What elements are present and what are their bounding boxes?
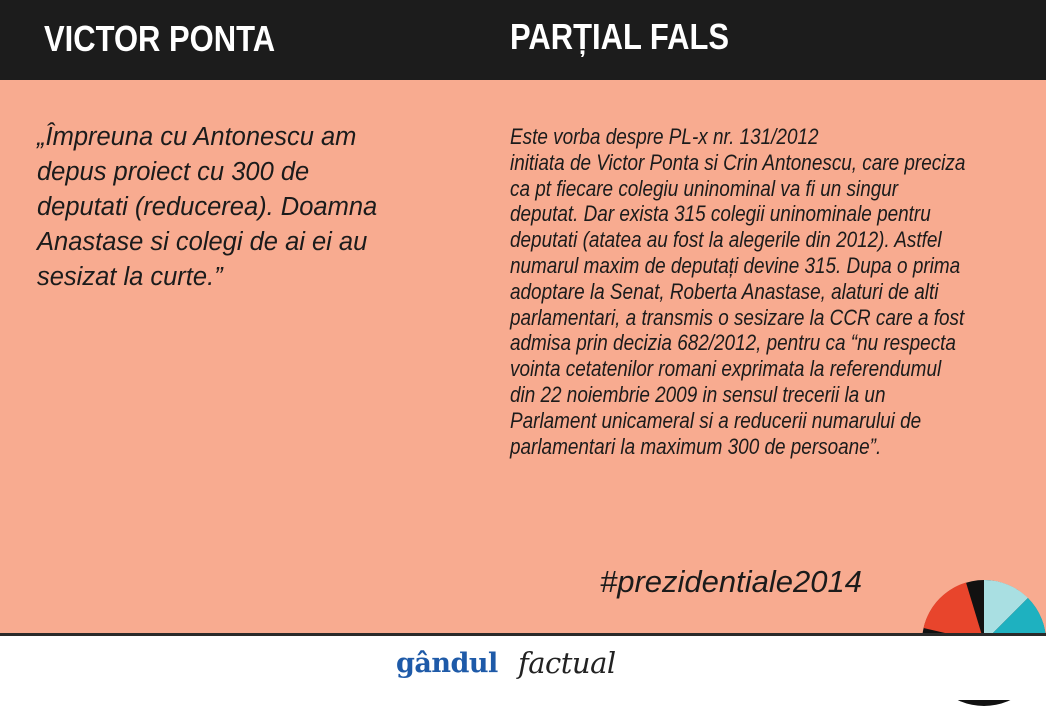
explanation-line: adoptare la Senat, Roberta Anastase, alaturi de alti bbox=[510, 278, 939, 304]
header-bar bbox=[0, 0, 1046, 80]
statement-quote bbox=[37, 120, 427, 295]
explanation-line: numarul maxim de deputați devine 315. Dupa o prima bbox=[510, 252, 961, 278]
quote-line: deputati (reducerea). Doamna bbox=[37, 193, 378, 221]
quote-line: sesizat la curte.” bbox=[37, 263, 223, 291]
explanation-line: deputat. Dar exista 315 colegii uninominale pentru bbox=[510, 201, 931, 227]
explanation-line: Parlament unicameral si a reducerii numarului de bbox=[510, 407, 922, 433]
explanation-line: initiata de Victor Ponta si Crin Antonescu, care preciza bbox=[510, 149, 966, 175]
explanation-line: vointa cetatenilor romani exprimata la referendumul bbox=[510, 356, 942, 382]
verdict-label: PARȚIAL FALS bbox=[510, 16, 730, 57]
quote-line: Anastase si colegi de ai ei au bbox=[37, 228, 368, 256]
quote-line: „Împreuna cu Antonescu am bbox=[37, 123, 357, 151]
explanation-line: ca pt fiecare colegiu uninominal va fi un singur bbox=[510, 175, 899, 201]
explanation-line: din 22 noiembrie 2009 in sensul trecerii la un bbox=[510, 381, 886, 407]
fact-check-panel bbox=[0, 80, 1046, 633]
hashtag-label: #prezidentiale2014 bbox=[600, 564, 862, 599]
explanation-line: admisa prin decizia 682/2012, pentru ca “nu respecta bbox=[510, 330, 956, 356]
explanation-line: Este vorba despre PL-x nr. 131/2012 bbox=[510, 124, 819, 149]
factual-logo: factual bbox=[518, 646, 616, 680]
verdict-explanation bbox=[510, 124, 1000, 459]
footer-bar bbox=[0, 636, 1046, 700]
explanation-line: deputati (atatea au fost la alegerile din 2012). Astfel bbox=[510, 227, 942, 253]
explanation-line: parlamentari, a transmis o sesizare la CCR care a fost bbox=[510, 304, 965, 330]
explanation-line: parlamentari la maximum 300 de persoane”. bbox=[510, 433, 882, 459]
quote-line: depus proiect cu 300 de bbox=[37, 158, 310, 186]
politician-name: VICTOR PONTA bbox=[44, 18, 276, 59]
gandul-logo: gândul bbox=[396, 648, 498, 679]
